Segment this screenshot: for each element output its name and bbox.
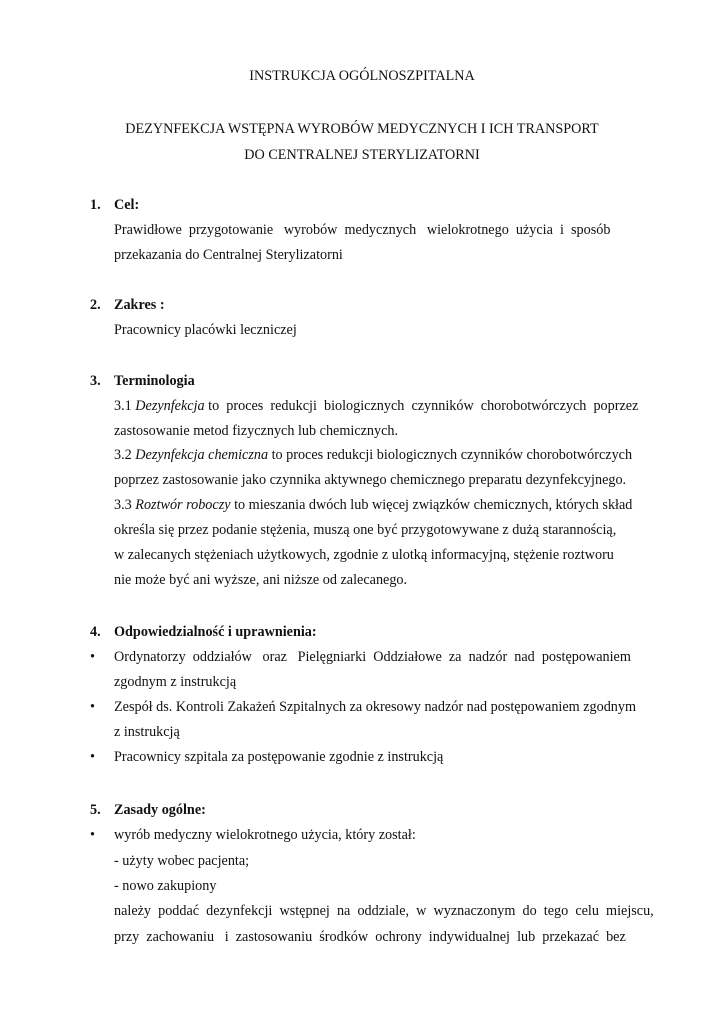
- list-item-line: zgodnym z instrukcją: [114, 674, 237, 690]
- paragraph-line: poprzez zastosowanie jako czynnika aktywnego chemicznego preparatu dezynfekcyjnego.: [114, 472, 627, 488]
- list-item-line: - użyty wobec pacjenta;: [114, 853, 250, 869]
- definition-text: to proces redukcji biologicznych czynników chorobotwórczych: [268, 447, 633, 463]
- bullet-icon: •: [90, 649, 95, 665]
- bullet-icon: •: [90, 827, 95, 843]
- definition-term: Dezynfekcja: [135, 398, 205, 414]
- definition-number: 3.1: [114, 398, 132, 414]
- paragraph-line: określa się przez podanie stężenia, muszą one być przygotowywane z dużą starannością,: [114, 522, 617, 538]
- section-heading-cel: Cel:: [114, 197, 140, 213]
- paragraph-line: Prawidłowe przygotowanie wyrobów medycznych wielokrotnego użycia i sposób: [114, 222, 611, 238]
- section-number: 5.: [90, 802, 101, 818]
- section-number: 3.: [90, 373, 101, 389]
- list-item-line: przy zachowaniu i zastosowaniu środków ochrony indywidualnej lub przekazać bez: [114, 929, 626, 945]
- document-title: INSTRUKCJA OGÓLNOSZPITALNA: [249, 68, 475, 84]
- definition-text: to proces redukcji biologicznych czynników chorobotwórczych poprzez: [208, 398, 639, 414]
- section-heading-zasady: Zasady ogólne:: [114, 802, 206, 818]
- document-subtitle-line1: DEZYNFEKCJA WSTĘPNA WYROBÓW MEDYCZNYCH I ICH TRANSPORT: [125, 121, 599, 137]
- paragraph-line: w zalecanych stężeniach użytkowych, zgodnie z ulotką informacyjną, stężenie roztworu: [114, 547, 614, 563]
- definition-number: 3.2: [114, 447, 132, 463]
- document-subtitle-line2: DO CENTRALNEJ STERYLIZATORNI: [244, 147, 480, 163]
- definition-line: [114, 397, 638, 415]
- bullet-icon: •: [90, 749, 95, 765]
- paragraph-line: przekazania do Centralnej Sterylizatorni: [114, 247, 343, 263]
- list-item-line: wyrób medyczny wielokrotnego użycia, który został:: [114, 827, 416, 843]
- section-heading-zakres: Zakres :: [114, 297, 165, 313]
- bullet-icon: •: [90, 699, 95, 715]
- definition-term: Dezynfekcja chemiczna: [135, 447, 269, 463]
- list-item-line: z instrukcją: [114, 724, 180, 740]
- section-heading-odpowiedzialnosc: Odpowiedzialność i uprawnienia:: [114, 624, 317, 640]
- paragraph-line: nie może być ani wyższe, ani niższe od zalecanego.: [114, 572, 408, 588]
- section-number: 2.: [90, 297, 101, 313]
- definition-text: to mieszania dwóch lub więcej związków chemicznych, których skład: [230, 497, 633, 513]
- definition-number: 3.3: [114, 497, 132, 513]
- list-item-line: - nowo zakupiony: [114, 878, 217, 894]
- list-item-line: należy poddać dezynfekcji wstępnej na oddziale, w wyznaczonym do tego celu miejscu,: [114, 903, 654, 919]
- list-item-line: Pracownicy szpitala za postępowanie zgodnie z instrukcją: [114, 749, 444, 765]
- definition-term: Roztwór roboczy: [135, 497, 231, 513]
- section-heading-terminologia: Terminologia: [114, 373, 195, 389]
- paragraph-line: zastosowanie metod fizycznych lub chemicznych.: [114, 423, 399, 439]
- definition-line: [114, 446, 632, 464]
- paragraph-line: Pracownicy placówki leczniczej: [114, 322, 297, 338]
- list-item-line: Zespół ds. Kontroli Zakażeń Szpitalnych za okresowy nadzór nad postępowaniem zgodnym: [114, 699, 637, 715]
- definition-line: [114, 496, 632, 514]
- section-number: 1.: [90, 197, 101, 213]
- list-item-line: Ordynatorzy oddziałów oraz Pielęgniarki Oddziałowe za nadzór nad postępowaniem: [114, 649, 631, 665]
- section-number: 4.: [90, 624, 101, 640]
